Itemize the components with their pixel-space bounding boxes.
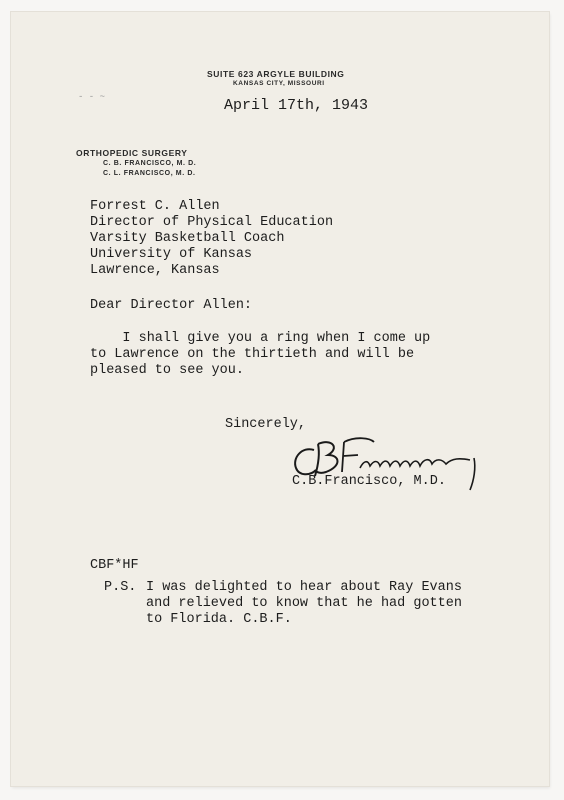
closing: Sincerely, <box>225 417 307 432</box>
letter-page <box>11 12 549 786</box>
postscript-line-1: I was delighted to hear about Ray Evans <box>146 580 462 595</box>
letterhead-doctor-1: C. B. FRANCISCO, M. D. <box>103 160 197 167</box>
pencil-mark: - - ~ <box>78 92 106 102</box>
recipient-name: Forrest C. Allen <box>90 199 220 214</box>
salutation: Dear Director Allen: <box>90 298 253 313</box>
letterhead-specialty: ORTHOPEDIC SURGERY <box>76 148 188 158</box>
recipient-institution: University of Kansas <box>90 247 253 262</box>
typist-initials: CBF*HF <box>90 558 139 573</box>
body-line-3: pleased to see you. <box>90 363 244 378</box>
letterhead-doctor-2: C. L. FRANCISCO, M. D. <box>103 170 196 177</box>
recipient-city: Lawrence, Kansas <box>90 263 220 278</box>
letter-date: April 17th, 1943 <box>224 97 369 114</box>
body-line-1: I shall give you a ring when I come up <box>90 331 431 346</box>
letterhead-address: SUITE 623 ARGYLE BUILDING <box>207 69 345 79</box>
body-line-2: to Lawrence on the thirtieth and will be <box>90 347 415 362</box>
recipient-role: Varsity Basketball Coach <box>90 231 285 246</box>
postscript-line-3: to Florida. C.B.F. <box>146 612 292 627</box>
recipient-title: Director of Physical Education <box>90 215 334 230</box>
postscript-line-2: and relieved to know that he had gotten <box>146 596 462 611</box>
signer-name: C.B.Francisco, M.D. <box>292 474 446 489</box>
postscript-label: P.S. <box>104 580 137 595</box>
letterhead-city: KANSAS CITY, MISSOURI <box>233 80 325 87</box>
